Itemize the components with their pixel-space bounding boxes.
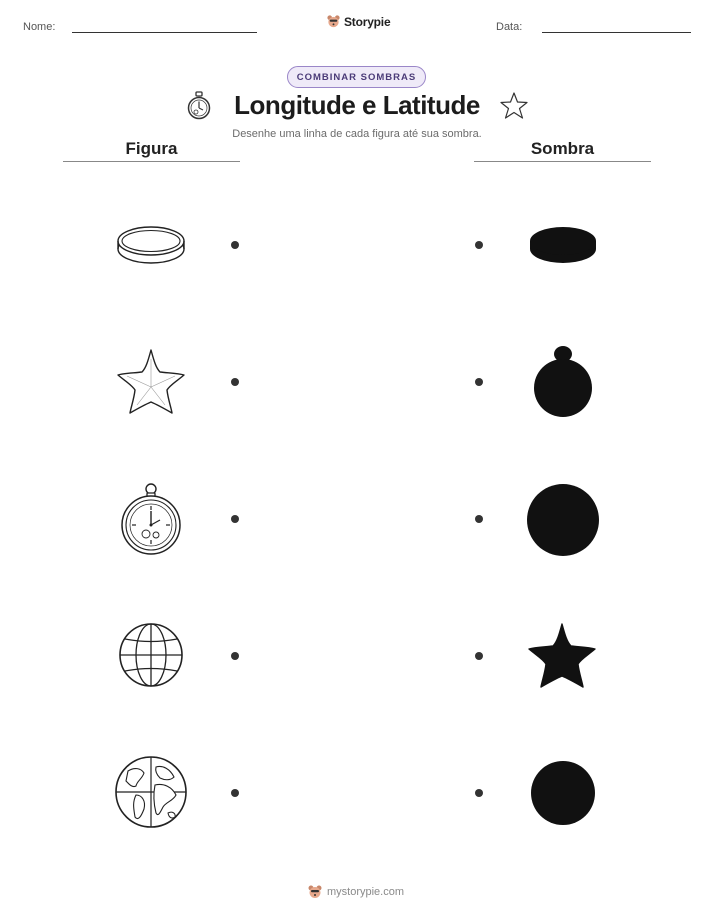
footer-url[interactable]: mystorypie.com xyxy=(327,886,405,898)
brand-name: Storypie xyxy=(344,14,391,29)
column-underline-figure xyxy=(63,161,240,162)
left-dot[interactable] xyxy=(231,241,239,249)
star-deco-icon xyxy=(499,91,529,121)
shadow-starfish xyxy=(526,621,598,691)
left-dot[interactable] xyxy=(231,789,239,797)
globe-shadow-icon xyxy=(526,483,600,557)
earth-globe-icon xyxy=(114,755,188,829)
worksheet-type-badge: COMBINAR SOMBRAS xyxy=(287,66,426,88)
globe-grid-icon xyxy=(118,622,184,688)
shadow-pocket-watch xyxy=(530,344,596,420)
pocket-watch-shadow-icon xyxy=(530,344,596,420)
figure-earth-globe xyxy=(114,755,188,829)
figure-globe-grid xyxy=(118,622,184,688)
figure-ring xyxy=(115,222,187,268)
ring-icon xyxy=(115,222,187,268)
ring-shadow-icon xyxy=(527,222,599,268)
bear-logo-icon xyxy=(326,14,341,29)
right-dot[interactable] xyxy=(475,652,483,660)
column-header-shadow: Sombra xyxy=(530,139,595,158)
date-line[interactable] xyxy=(542,32,691,33)
figure-pocket-watch xyxy=(119,482,183,556)
left-dot[interactable] xyxy=(231,378,239,386)
left-dot[interactable] xyxy=(231,652,239,660)
name-label: Nome: xyxy=(23,21,56,33)
figure-starfish xyxy=(115,347,187,417)
column-underline-shadow xyxy=(474,161,651,162)
footer xyxy=(307,884,404,900)
shadow-ring xyxy=(527,222,599,268)
brand-logo xyxy=(326,14,390,29)
right-dot[interactable] xyxy=(475,789,483,797)
starfish-shadow-icon xyxy=(526,621,598,691)
right-dot[interactable] xyxy=(475,515,483,523)
instructions: Desenhe uma linha de cada figura até sua sombra. xyxy=(232,128,482,140)
bear-logo-icon xyxy=(307,884,323,900)
column-header-figure: Figura xyxy=(125,139,178,158)
pocket-watch-icon xyxy=(119,482,183,556)
name-line[interactable] xyxy=(72,32,257,33)
shadow-earth-globe xyxy=(530,760,596,826)
right-dot[interactable] xyxy=(475,241,483,249)
left-dot[interactable] xyxy=(231,515,239,523)
date-label: Data: xyxy=(496,21,523,33)
page-title: Longitude e Latitude xyxy=(234,90,480,120)
earth-shadow-icon xyxy=(530,760,596,826)
right-dot[interactable] xyxy=(475,378,483,386)
starfish-icon xyxy=(115,347,187,417)
shadow-globe xyxy=(526,483,600,557)
